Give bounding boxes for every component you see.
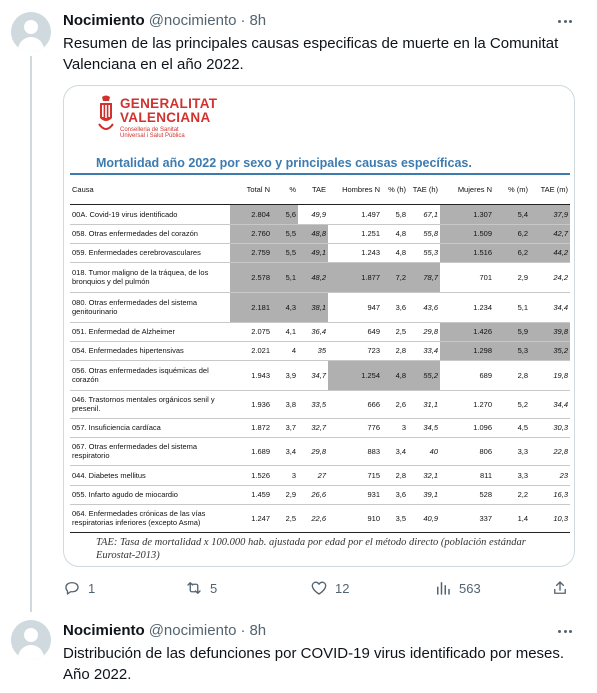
- table-row: [70, 504, 570, 532]
- table-row: [70, 390, 570, 418]
- views-button[interactable]: [434, 578, 481, 598]
- table-row: [70, 360, 570, 390]
- value-cell: 26,6: [298, 485, 328, 504]
- reply-count: 1: [88, 580, 96, 596]
- value-cell: 2,9: [494, 262, 530, 292]
- timestamp[interactable]: 8h: [249, 621, 267, 639]
- tweet[interactable]: [0, 612, 597, 693]
- value-cell: 40: [408, 437, 440, 465]
- value-cell: 67,1: [408, 204, 440, 224]
- title-divider: [70, 173, 570, 175]
- value-cell: 806: [440, 437, 494, 465]
- value-cell: 32,1: [408, 465, 440, 485]
- value-cell: 2.804: [230, 204, 272, 224]
- value-cell: 49,9: [298, 204, 328, 224]
- cause-cell: 051. Enfermedad de Alzheimer: [70, 322, 230, 341]
- value-cell: 37,9: [530, 204, 570, 224]
- value-cell: 2,8: [494, 360, 530, 390]
- column-header: TAE (h): [408, 176, 440, 204]
- value-cell: 689: [440, 360, 494, 390]
- value-cell: 22,8: [530, 437, 570, 465]
- value-cell: 38,1: [298, 292, 328, 322]
- user-handle[interactable]: @nocimiento: [148, 11, 237, 29]
- value-cell: 39,1: [408, 485, 440, 504]
- value-cell: 528: [440, 485, 494, 504]
- value-cell: 3,4: [382, 437, 408, 465]
- value-cell: 24,2: [530, 262, 570, 292]
- value-cell: 49,1: [298, 243, 328, 262]
- display-name[interactable]: Nocimiento: [63, 621, 145, 639]
- value-cell: 1,4: [494, 504, 530, 532]
- value-cell: 23: [530, 465, 570, 485]
- value-cell: 947: [328, 292, 382, 322]
- value-cell: 1.247: [230, 504, 272, 532]
- value-cell: 3,6: [382, 292, 408, 322]
- value-cell: 31,1: [408, 390, 440, 418]
- value-cell: 36,4: [298, 322, 328, 341]
- value-cell: 4,3: [272, 292, 298, 322]
- value-cell: 1.254: [328, 360, 382, 390]
- value-cell: 6,2: [494, 224, 530, 243]
- value-cell: 2,8: [382, 341, 408, 360]
- value-cell: 30,3: [530, 418, 570, 437]
- tweet-image[interactable]: [63, 85, 575, 567]
- value-cell: 7,2: [382, 262, 408, 292]
- value-cell: 33,5: [298, 390, 328, 418]
- value-cell: 34,4: [530, 390, 570, 418]
- value-cell: 44,2: [530, 243, 570, 262]
- table-row: [70, 485, 570, 504]
- value-cell: 6,2: [494, 243, 530, 262]
- value-cell: 27: [298, 465, 328, 485]
- reply-button[interactable]: [63, 578, 95, 598]
- generalitat-logo: [96, 94, 296, 144]
- table-row: [70, 262, 570, 292]
- value-cell: 5,5: [272, 243, 298, 262]
- tweet-text: Resumen de las principales causas especificas de muerte en la Comunitat Valenciana en el año 2022.: [63, 35, 559, 73]
- value-cell: 78,7: [408, 262, 440, 292]
- value-cell: 3,9: [272, 360, 298, 390]
- value-cell: 1.243: [328, 243, 382, 262]
- tweet-header: [63, 620, 266, 640]
- value-cell: 811: [440, 465, 494, 485]
- cause-cell: 00A. Covid-19 virus identificado: [70, 204, 230, 224]
- column-header: TAE (m): [530, 176, 570, 204]
- report-title: Mortalidad año 2022 por sexo y principales causas específicas.: [96, 156, 472, 170]
- table-row: [70, 204, 570, 224]
- value-cell: 5,1: [494, 292, 530, 322]
- value-cell: 3: [382, 418, 408, 437]
- column-header: Mujeres N: [440, 176, 494, 204]
- value-cell: 34,5: [408, 418, 440, 437]
- value-cell: 5,9: [494, 322, 530, 341]
- logo-line-2: VALENCIANA: [120, 110, 211, 125]
- value-cell: 1.877: [328, 262, 382, 292]
- retweet-count: 5: [210, 580, 218, 596]
- value-cell: 5,6: [272, 204, 298, 224]
- value-cell: 42,7: [530, 224, 570, 243]
- table-row: [70, 224, 570, 243]
- cause-cell: 067. Otras enfermedades del sistema respiratorio: [70, 437, 230, 465]
- value-cell: 3,3: [494, 437, 530, 465]
- value-cell: 40,9: [408, 504, 440, 532]
- value-cell: 1.270: [440, 390, 494, 418]
- value-cell: 1.509: [440, 224, 494, 243]
- value-cell: 3,7: [272, 418, 298, 437]
- value-cell: 1.689: [230, 437, 272, 465]
- thread-line: [30, 56, 32, 612]
- value-cell: 2.759: [230, 243, 272, 262]
- reply-icon: [63, 579, 81, 597]
- value-cell: 1.096: [440, 418, 494, 437]
- value-cell: 3,8: [272, 390, 298, 418]
- value-cell: 3: [272, 465, 298, 485]
- table-row: [70, 418, 570, 437]
- value-cell: 55,2: [408, 360, 440, 390]
- cause-cell: 018. Tumor maligno de la tráquea, de los bronquios y del pulmón: [70, 262, 230, 292]
- table-row: [70, 437, 570, 465]
- value-cell: 1.459: [230, 485, 272, 504]
- value-cell: 3,4: [272, 437, 298, 465]
- value-cell: 2,9: [272, 485, 298, 504]
- value-cell: 2.760: [230, 224, 272, 243]
- value-cell: 5,3: [494, 341, 530, 360]
- table-row: [70, 341, 570, 360]
- value-cell: 2.578: [230, 262, 272, 292]
- value-cell: 3,3: [494, 465, 530, 485]
- value-cell: 2.021: [230, 341, 272, 360]
- coat-of-arms-icon: [96, 94, 116, 138]
- mortality-table: [70, 176, 570, 533]
- value-cell: 10,3: [530, 504, 570, 532]
- column-header: Hombres N: [328, 176, 382, 204]
- table-row: [70, 292, 570, 322]
- retweet-button[interactable]: [185, 578, 217, 598]
- value-cell: 32,7: [298, 418, 328, 437]
- value-cell: 5,4: [494, 204, 530, 224]
- value-cell: 2,5: [272, 504, 298, 532]
- value-cell: 1.251: [328, 224, 382, 243]
- table-row: [70, 465, 570, 485]
- separator-dot: ·: [240, 11, 246, 29]
- tweet-text: Distribución de las defunciones por COVID-19 virus identificado por meses. Año 2022.: [63, 645, 565, 683]
- value-cell: 1.526: [230, 465, 272, 485]
- column-header: % (h): [382, 176, 408, 204]
- value-cell: 48,2: [298, 262, 328, 292]
- table-row: [70, 322, 570, 341]
- like-count: 12: [335, 580, 350, 596]
- logo-line-1: GENERALITAT: [120, 96, 218, 111]
- like-button[interactable]: [310, 578, 349, 598]
- retweet-icon: [185, 579, 203, 597]
- value-cell: 1.872: [230, 418, 272, 437]
- value-cell: 35: [298, 341, 328, 360]
- user-handle[interactable]: @nocimiento: [148, 621, 237, 639]
- column-header: %: [272, 176, 298, 204]
- value-cell: 883: [328, 437, 382, 465]
- value-cell: 4,8: [382, 224, 408, 243]
- table-row: [70, 243, 570, 262]
- value-cell: 1.426: [440, 322, 494, 341]
- cause-cell: 080. Otras enfermedades del sistema genitourinario: [70, 292, 230, 322]
- value-cell: 29,8: [298, 437, 328, 465]
- value-cell: 1.307: [440, 204, 494, 224]
- value-cell: 1.234: [440, 292, 494, 322]
- value-cell: 1.943: [230, 360, 272, 390]
- cause-cell: 064. Enfermedades crónicas de las vías respiratorias inferiores (excepto Asma): [70, 504, 230, 532]
- column-header: Causa: [70, 176, 230, 204]
- separator-dot: ·: [240, 621, 246, 639]
- value-cell: 43,6: [408, 292, 440, 322]
- value-cell: 4: [272, 341, 298, 360]
- value-cell: 1.497: [328, 204, 382, 224]
- column-header: TAE: [298, 176, 328, 204]
- value-cell: 29,8: [408, 322, 440, 341]
- value-cell: 649: [328, 322, 382, 341]
- value-cell: 4,8: [382, 360, 408, 390]
- value-cell: 666: [328, 390, 382, 418]
- heart-icon: [310, 579, 328, 597]
- cause-cell: 057. Insuficiencia cardíaca: [70, 418, 230, 437]
- value-cell: 3,5: [382, 504, 408, 532]
- value-cell: 4,5: [494, 418, 530, 437]
- logo-line-4: Universal i Salut Pública: [120, 133, 185, 139]
- value-cell: 2.181: [230, 292, 272, 322]
- value-cell: 2,6: [382, 390, 408, 418]
- value-cell: 19,8: [530, 360, 570, 390]
- value-cell: 776: [328, 418, 382, 437]
- view-count: 563: [459, 580, 481, 596]
- value-cell: 5,2: [494, 390, 530, 418]
- value-cell: 1.298: [440, 341, 494, 360]
- value-cell: 5,8: [382, 204, 408, 224]
- value-cell: 715: [328, 465, 382, 485]
- more-icon[interactable]: [555, 11, 575, 31]
- cause-cell: 046. Trastornos mentales orgánicos senil y presenil.: [70, 390, 230, 418]
- value-cell: 2,5: [382, 322, 408, 341]
- value-cell: 34,4: [530, 292, 570, 322]
- column-header: Total N: [230, 176, 272, 204]
- value-cell: 1.936: [230, 390, 272, 418]
- value-cell: 931: [328, 485, 382, 504]
- value-cell: 55,8: [408, 224, 440, 243]
- value-cell: 2,8: [382, 465, 408, 485]
- value-cell: 16,3: [530, 485, 570, 504]
- cause-cell: 044. Diabetes mellitus: [70, 465, 230, 485]
- value-cell: 1.516: [440, 243, 494, 262]
- cause-cell: 059. Enfermedades cerebrovasculares: [70, 243, 230, 262]
- bar-chart-icon: [434, 579, 452, 597]
- value-cell: 4,1: [272, 322, 298, 341]
- share-icon: [551, 579, 569, 597]
- value-cell: 34,7: [298, 360, 328, 390]
- value-cell: 5,5: [272, 224, 298, 243]
- cause-cell: 054. Enfermedades hipertensivas: [70, 341, 230, 360]
- value-cell: 910: [328, 504, 382, 532]
- tweet-actions: [63, 574, 575, 602]
- cause-cell: 056. Otras enfermedades isquémicas del corazón: [70, 360, 230, 390]
- timestamp[interactable]: 8h: [249, 11, 267, 29]
- value-cell: 55,3: [408, 243, 440, 262]
- tweet-header: [63, 10, 266, 30]
- column-header: % (m): [494, 176, 530, 204]
- value-cell: 39,8: [530, 322, 570, 341]
- value-cell: 48,8: [298, 224, 328, 243]
- table-footnote: TAE: Tasa de mortalidad x 100.000 hab. ajustada por edad por el método directo (población estándar Eurostat-2013): [96, 537, 526, 561]
- value-cell: 723: [328, 341, 382, 360]
- value-cell: 5,1: [272, 262, 298, 292]
- value-cell: 3,6: [382, 485, 408, 504]
- value-cell: 2.075: [230, 322, 272, 341]
- value-cell: 33,4: [408, 341, 440, 360]
- more-icon[interactable]: [555, 621, 575, 641]
- display-name[interactable]: Nocimiento: [63, 11, 145, 29]
- value-cell: 35,2: [530, 341, 570, 360]
- value-cell: 2,2: [494, 485, 530, 504]
- value-cell: 337: [440, 504, 494, 532]
- cause-cell: 058. Otras enfermedades del corazón: [70, 224, 230, 243]
- cause-cell: 055. Infarto agudo de miocardio: [70, 485, 230, 504]
- value-cell: 701: [440, 262, 494, 292]
- value-cell: 22,6: [298, 504, 328, 532]
- share-button[interactable]: [551, 578, 569, 598]
- avatar[interactable]: [11, 620, 51, 660]
- logo-line-3: Conselleria de Sanitat: [120, 127, 179, 133]
- avatar[interactable]: [11, 12, 51, 52]
- value-cell: 4,8: [382, 243, 408, 262]
